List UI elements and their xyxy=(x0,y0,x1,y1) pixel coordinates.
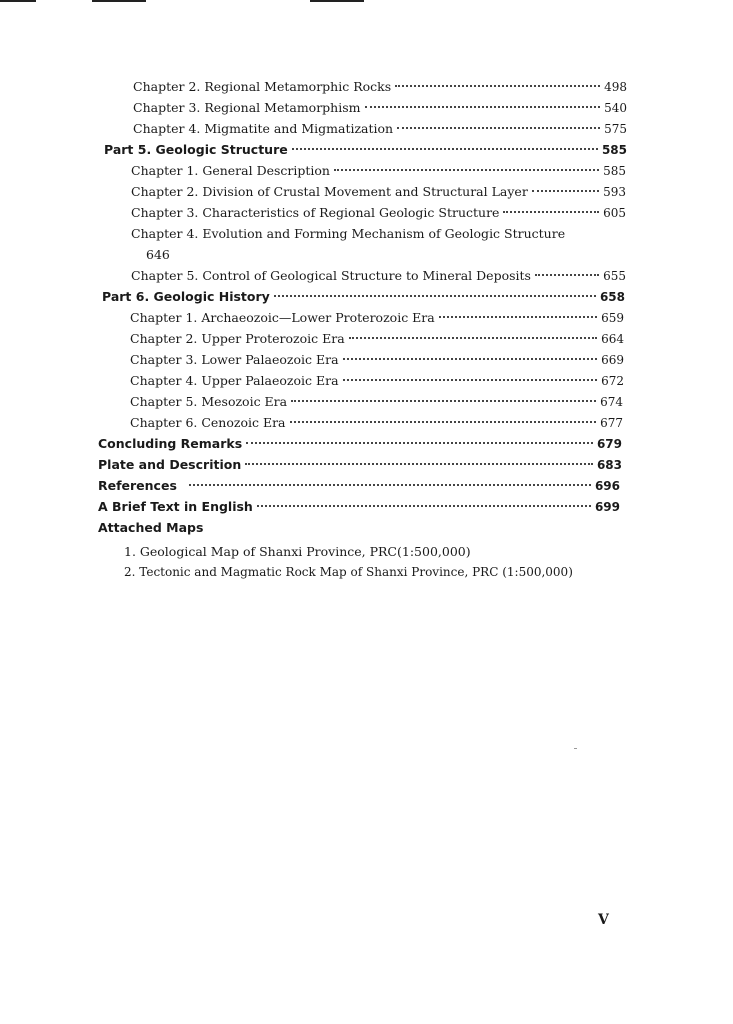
toc-entry-page: 674 xyxy=(600,395,623,409)
toc-section-heading xyxy=(98,496,620,517)
dot-leader xyxy=(535,274,599,276)
toc-entry-title: Chapter 3. Regional Metamorphism xyxy=(133,100,361,115)
toc-entry-title: Chapter 6. Cenozoic Era xyxy=(130,415,286,430)
toc-entry-title: Chapter 4. Migmatite and Migmatization xyxy=(133,121,394,136)
dot-leader xyxy=(395,85,600,87)
toc-entry-title: Chapter 4. Evolution and Forming Mechanism of Geologic Structure xyxy=(131,226,566,241)
toc-entry xyxy=(131,202,626,223)
toc-entry-title: Plate and Descrition xyxy=(98,457,242,472)
toc-section-heading xyxy=(98,454,622,475)
toc-entry-title: Chapter 1. Archaeozoic—Lower Proterozoic Era xyxy=(130,310,435,325)
dot-leader xyxy=(532,190,599,192)
toc-entry-title: Chapter 2. Regional Metamorphic Rocks xyxy=(133,79,392,94)
toc-entry-page: 585 xyxy=(601,143,627,157)
toc-section-heading xyxy=(98,433,622,454)
toc-entry xyxy=(133,97,627,118)
dot-leader xyxy=(334,169,599,171)
page-number: V xyxy=(598,912,609,928)
attached-maps-heading: Attached Maps xyxy=(98,520,204,535)
dot-leader xyxy=(397,127,600,129)
toc-entry-page: 679 xyxy=(596,437,622,451)
toc-entry-page: 593 xyxy=(603,185,626,199)
dot-leader xyxy=(291,400,596,402)
attached-map-item: 2. Tectonic and Magmatic Rock Map of Shanxi Province, PRC (1:500,000) xyxy=(124,565,573,579)
toc-entry-page: 699 xyxy=(594,500,620,514)
dot-leader xyxy=(365,106,601,108)
dot-leader xyxy=(290,421,597,423)
toc-entry-title: A Brief Text in English xyxy=(98,499,253,514)
toc-entry-page: 677 xyxy=(600,416,623,430)
toc-entry xyxy=(133,76,627,97)
dot-leader xyxy=(349,337,597,339)
dot-leader xyxy=(189,484,591,486)
dot-leader xyxy=(439,316,597,318)
toc-entry xyxy=(130,307,624,328)
toc-entry-title: Chapter 2. Division of Crustal Movement and Structural Layer xyxy=(131,184,528,199)
dot-leader xyxy=(343,358,598,360)
toc-entry-page: 696 xyxy=(594,479,620,493)
toc-entry-page: 658 xyxy=(599,290,625,304)
toc-entry-title: Chapter 3. Characteristics of Regional Geologic Structure xyxy=(131,205,500,220)
toc-entry-title: References xyxy=(98,478,177,493)
toc-entry-page: 683 xyxy=(596,458,622,472)
attached-map-item: 1. Geological Map of Shanxi Province, PRC(1:500,000) xyxy=(124,544,471,559)
toc-entry xyxy=(130,412,623,433)
toc-entry-page: 646 xyxy=(146,247,170,262)
toc-entry-continuation xyxy=(146,244,624,265)
toc-entry-title: Chapter 3. Lower Palaeozoic Era xyxy=(130,352,339,367)
scan-speck xyxy=(574,748,577,749)
toc-entry xyxy=(131,265,626,286)
toc-entry-page: 585 xyxy=(603,164,626,178)
toc-entry-title: Part 6. Geologic History xyxy=(102,289,270,304)
toc-entry-page: 664 xyxy=(601,332,624,346)
toc-entry-title: Concluding Remarks xyxy=(98,436,243,451)
dot-leader xyxy=(245,463,593,465)
toc-entry xyxy=(131,181,626,202)
toc-entry-page: 575 xyxy=(604,122,627,136)
toc-part-heading xyxy=(102,286,625,307)
scan-edge-mark xyxy=(0,0,36,2)
toc-entry xyxy=(131,160,626,181)
dot-leader xyxy=(503,211,599,213)
dot-leader xyxy=(257,505,591,507)
toc-section-heading xyxy=(98,475,620,496)
toc-entry xyxy=(130,328,624,349)
toc-entry-title: Chapter 5. Control of Geological Structure to Mineral Deposits xyxy=(131,268,531,283)
toc-entry-page: 605 xyxy=(603,206,626,220)
toc-entry-page: 498 xyxy=(604,80,627,94)
toc-entry-title: Chapter 4. Upper Palaeozoic Era xyxy=(130,373,339,388)
toc-entry xyxy=(130,391,623,412)
scan-edge-mark xyxy=(92,0,146,2)
toc-entry xyxy=(130,370,624,391)
dot-leader xyxy=(246,442,593,444)
toc-entry xyxy=(130,349,624,370)
dot-leader xyxy=(343,379,598,381)
toc-entry-title: Part 5. Geologic Structure xyxy=(104,142,288,157)
dot-leader xyxy=(292,148,598,150)
dot-leader xyxy=(274,295,596,297)
toc-entry-title: Chapter 5. Mesozoic Era xyxy=(130,394,288,409)
toc-entry-page: 540 xyxy=(604,101,627,115)
scan-edge-mark xyxy=(310,0,364,2)
toc-entry xyxy=(133,118,627,139)
toc-part-heading xyxy=(104,139,627,160)
toc-entry-page: 669 xyxy=(601,353,624,367)
toc-entry-page: 659 xyxy=(601,311,624,325)
toc-entry-title: Chapter 1. General Description xyxy=(131,163,330,178)
toc-entry-title: Chapter 2. Upper Proterozoic Era xyxy=(130,331,345,346)
toc-entry-page: 672 xyxy=(601,374,624,388)
toc-entry-page: 655 xyxy=(603,269,626,283)
